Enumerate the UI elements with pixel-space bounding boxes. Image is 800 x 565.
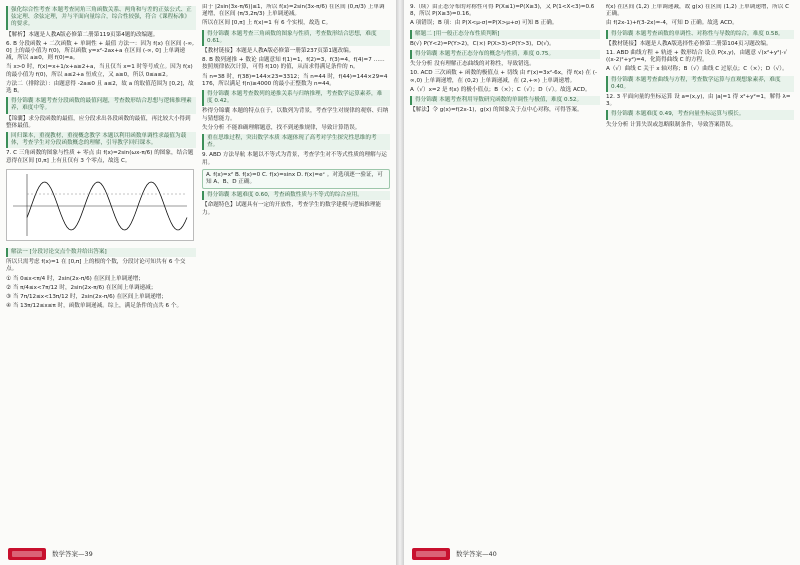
- paragraph: A（√）曲线 C 关于 x 轴对称；B（√）曲线 C 过原点；C（×）；D（√）。: [606, 66, 788, 73]
- sine-graph-figure: [6, 169, 194, 241]
- paragraph: 8. B 数列递推 + 数论 由题意知 f(1)=1，f(2)=3，f(3)=4，f(4)=7 …… 按照规律依次计算，可得 f(10) 的值，从而求得满足条件的 n。: [202, 57, 385, 71]
- right-footer: [404, 543, 800, 565]
- left-column-2: [202, 4, 390, 539]
- paragraph: 【命题特色】试题具有一定的开放性，考查学生的数学建模与逻辑推理能力。: [202, 202, 382, 216]
- paragraph: ① 当 0≤x<π/4 时，2sin(2x-π/6) 在区间上单调递增；: [6, 275, 144, 282]
- paragraph: 11. ABD 曲线方程 + 轨迹 + 数形结合 设点 P(x,y)，由题意 √(x²+y²)·√((x-2)²+y²)=4，化简得曲线 C 的方程。: [606, 50, 787, 64]
- publisher-logo: [8, 548, 46, 560]
- section-banner: 得分锦囊 本题考查函数的单调性、对称性与导数的综合，难度 0.58。: [606, 30, 794, 39]
- paragraph: 失分分析 没有理解正态曲线的对称性，导致错选。: [410, 61, 535, 68]
- paragraph: 所以在区间 [0,π] 上 f(x)=1 有 6 个实根，故选 C。: [202, 20, 332, 27]
- paragraph: 失分分析 不能准确理解题意，找不到递推规律，导致计算错误。: [202, 124, 361, 131]
- section-banner: 得分锦囊 本题难度 0.60，考查函数性质与不等式的综合应用。: [202, 191, 390, 200]
- left-footer: [0, 543, 396, 565]
- paragraph: 当 x>0 时，f(x)=x+1/x+a≥2+a，当且仅当 x=1 时等号成立。因为 f(x) 的最小值为 f(0)，所以 a≤2+a 恒成立，又 a≥0，所以 0≤a≤2。: [6, 64, 193, 78]
- paragraph: 【解法】令 g(x)=f(2x-1)，g(x) 的图象关于点中心对称，可得答案。: [410, 107, 583, 114]
- section-banner: 解题二 [用一般正态分布性质判断]: [410, 30, 600, 39]
- paragraph: 由 f(2x-1)+f(3-2x)=-4，可知 D 正确。故选 ACD。: [606, 20, 738, 27]
- section-banner: 得分锦囊 本题考查曲线与方程，考查数学运算与直观想象素养，难度 0.40。: [606, 76, 794, 92]
- paragraph: 【教材链接】本题是人教A版必修第一册第237页第1题改编。: [202, 48, 355, 55]
- paragraph: ④ 当 13π/12≤x≤π 时，函数单调递减。综上，满足条件的点共 6 个。: [6, 303, 183, 310]
- section-banner: 得分锦囊 本题考查三角函数的图象与性质，考查数形结合思想，难度 0.61。: [202, 30, 390, 46]
- paragraph: 失分分析 计算失误或忽略限制条件，导致答案错误。: [606, 121, 737, 128]
- paragraph: ② 当 π/4≤x<7π/12 时，2sin(2x-π/6) 在区间上单调递减；: [6, 284, 157, 291]
- right-column-1: [410, 4, 600, 539]
- left-column-1: [6, 4, 196, 539]
- paragraph: A（√）x=2 是 f(x) 的极小值点；B（×）；C（√）；D（√）。故选 ACD。: [410, 86, 591, 93]
- paragraph: f(x) 在区间 (1,2) 上单调递减，故 g(x) 在区间 (1,2) 上单调递增，所以 C 正确。: [606, 4, 789, 18]
- paragraph: 【教材链接】本题是人教A版选择性必修第二册第104页习题改编。: [606, 40, 772, 47]
- page-number: 数学答案—40: [456, 550, 497, 558]
- section-banner: 得分锦囊 本题考查利用导数研究函数的单调性与极值，难度 0.52。: [410, 96, 600, 105]
- paragraph: 方法二（排除法）：由题意得 -2a≤0 且 a≤2，故 a 的取值范围为 [0,2]，故选 B。: [6, 80, 194, 95]
- paragraph: 所以只需考虑 f(x)=1 在 [0,π] 上的根的个数，分段讨论可知共有 6 个交点。: [6, 259, 186, 273]
- section-banner: 解法一 [分段讨论交点个数并给出答案]: [6, 248, 196, 257]
- paragraph: 由于 |2sin(3x-π/6)|≤1，所以 f(x)=2sin(3x-π/6) 在区间 (0,π/3) 上单调递增，在区间 (π/3,2π/3) 上单调递减。: [202, 4, 385, 18]
- section-banner: 强化综合性考查 本题考查同角三角函数关系、两角和与差的正弦公式、正弦定理、余弦定理，并与平面向量综合，综合性较强，符合《课程标准》的要求。: [6, 6, 196, 30]
- book-gutter: [396, 0, 404, 565]
- paragraph: 9. ABD 方法导航 本题以不等式为背景，考查学生对不等式性质的理解与运用。: [202, 152, 387, 166]
- publisher-logo: [412, 548, 450, 560]
- paragraph: A 项错误；B 项：由 P(X<μ-σ)=P(X>μ+σ) 可知 B 正确。: [410, 20, 558, 27]
- paragraph: 秒得分锦囊 本题的特点在于，以数列为背景，考查学生对规律的观察、归纳与猜想能力。: [202, 108, 389, 122]
- paragraph: 当 n=38 时，f(38)=144×23=3312；当 n=44 时，f(44)=144×29=4176，所以满足 f(n)≥4000 的最小正整数为 n=44。: [202, 73, 388, 87]
- section-banner: 得分锦囊 本题考查正态分布的概念与性质，难度 0.75。: [410, 50, 600, 59]
- paragraph: B(√) P(Y<2)=P(Y>2)，C(×) P(X>3)<P(Y>3)，D(√)。: [410, 40, 555, 47]
- paragraph: ③ 当 7π/12≤x<13π/12 时，2sin(2x-π/6) 在区间上单调递增；: [6, 294, 167, 301]
- paragraph: 12. 3 平面向量的坐标运算 设 a=(x,y)，由 |a|=1 得 x²+y²=1，解得 λ=3。: [606, 94, 791, 108]
- paragraph: 9.（续）由正态分布的对称性可得 P(X≤1)=P(X≥3)，又 P(1<X<3)=0.68，所以 P(X≥3)=0.16。: [410, 4, 595, 18]
- paragraph: 7. C 三角函数的图象与性质 + 零点 由 f(x)=2sin(ωx-π/6) 的图象，结合题意得在区间 [0,π] 上有且仅有 3 个零点，故选 C。: [6, 150, 194, 164]
- page-number: 数学答案—39: [52, 550, 93, 558]
- section-banner: 得分锦囊 本题难度 0.49，考查向量坐标运算与模长。: [606, 110, 794, 119]
- option-box: A. f(x)=x² B. f(x)=0 C. f(x)=sinx D. f(x)=eˣ 。对选项逐一验证，可知 A、B、D 正确。: [202, 169, 390, 189]
- paragraph: 【锦囊】求分段函数的最值，应分段求出各段函数的最值，再比较大小得到整体最值。: [6, 115, 191, 129]
- section-banner: 得分锦囊 本题考查分段函数的最值问题，考查数形结合思想与逻辑推理素养，难度中等。: [6, 97, 196, 113]
- section-banner: 重在思维过程，突出数学本质 本题体现了高考对学生探究性思维的考查。: [202, 134, 390, 150]
- section-banner: 回归课本，重视教材，重视概念教学 本题以利用函数单调性求最值为载体，考查学生对分段函数概念的理解，引导教学回归课本。: [6, 132, 196, 148]
- right-column-2: [606, 4, 794, 539]
- paragraph: 6. B 分段函数 + 二次函数 + 单调性 + 最值 方法一：因为 f(x) 在区间 (-∞, 0] 上的最小值为 f(0)，所以函数 y=x²-2ax+a 在区间 (-∞, 0] 上单调递减，所以 a≥0，则 f(0)=a。: [6, 40, 194, 62]
- right-page: [404, 0, 800, 565]
- paragraph: 【解析】本题是人教A版必修第二册第119页第4题的改编题。: [6, 31, 159, 38]
- paragraph: 10. ACD 三次函数 + 函数的极值点 + 切线 由 f'(x)=3x²-6x，得 f(x) 在 (-∞,0) 上单调递增，在 (0,2) 上单调递减，在 (2,+∞) 上单调递增。: [410, 70, 597, 84]
- section-banner: 得分锦囊 本题考查数列的递推关系与归纳推理，考查数学运算素养，难度 0.42。: [202, 90, 390, 106]
- left-page: [0, 0, 396, 565]
